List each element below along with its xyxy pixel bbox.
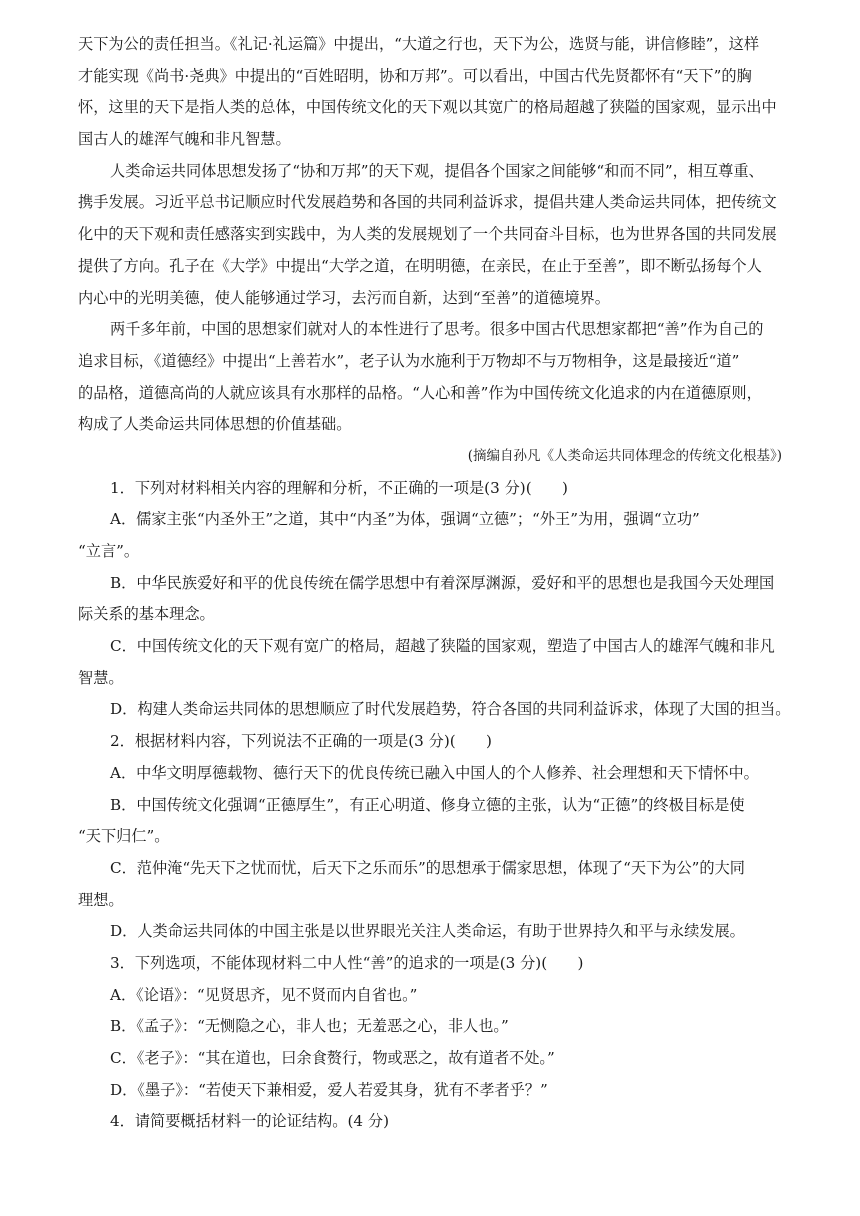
option-c: C．《老子》：“其在道也，曰余食赘行，物或恶之，故有道者不处。” [110, 1049, 555, 1067]
text-line: 人类命运共同体思想发扬了“协和万邦”的天下观，提倡各个国家之间能够“和而不同”，相互尊重、 [110, 161, 764, 180]
question-stem: 2．根据材料内容，下列说法不正确的一项是(3 分)( ) [110, 732, 492, 751]
passage-paragraph-2 [78, 157, 782, 312]
question-2 [78, 727, 782, 945]
passage-paragraph-3 [78, 315, 782, 438]
option-d: D．构建人类命运共同体的思想顺应了时代发展趋势，符合各国的共同利益诉求，体现了大国的担当。 [110, 700, 791, 719]
text-line: 内心中的光明美德，使人能够通过学习，去污而自新，达到“至善”的道德境界。 [78, 288, 610, 307]
passage-paragraph-1 [78, 30, 782, 153]
question-stem: 3．下列选项，不能体现材料二中人性“善”的追求的一项是(3 分)( ) [110, 953, 584, 972]
option-d: D．人类命运共同体的中国主张是以世界眼光关注人类命运，有助于世界持久和平与永续发展。 [110, 922, 745, 941]
option-a: A．《论语》：“见贤思齐，见不贤而内自省也。” [110, 985, 418, 1004]
question-1 [78, 474, 791, 724]
question-stem: 1．下列对材料相关内容的理解和分析，不正确的一项是(3 分)( ) [110, 478, 568, 497]
option-c: C．范仲淹“先天下之忧而忧，后天下之乐而乐”的思想承于儒家思想，体现了“天下为公”的大同 [110, 858, 745, 877]
option-a: A．中华文明厚德载物、德行天下的优良传统已融入中国人的个人修养、社会理想和天下情怀中。 [110, 763, 759, 782]
text-line: 提供了方向。孔子在《大学》中提出“大学之道，在明明德，在亲民，在止于至善”，即不断弘扬每个人 [78, 256, 762, 275]
option-c: C．中国传统文化的天下观有宽广的格局，超越了狭隘的国家观，塑造了中国古人的雄浑气魄和非凡 [110, 637, 775, 656]
option-d: D．《墨子》：“若使天下兼相爱，爱人若爱其身，犹有不孝者乎？” [110, 1080, 548, 1099]
option-b: B．中华民族爱好和平的优良传统在儒学思想中有着深厚渊源，爱好和平的思想也是我国今天处理国 [110, 573, 775, 592]
option-c-cont: 智慧。 [78, 668, 124, 687]
option-a-cont: “立言”。 [78, 542, 140, 560]
source-citation: (摘编自孙凡《人类命运共同体理念的传统文化根基》) [467, 447, 782, 464]
option-c-cont: 理想。 [78, 890, 124, 909]
text-line: 的品格，道德高尚的人就应该具有水那样的品格。“人心和善”作为中国传统文化追求的内在道德原则， [78, 383, 762, 402]
document-page [78, 30, 791, 1139]
option-b-cont: 际关系的基本理念。 [78, 605, 215, 624]
text-line: 携手发展。习近平总书记顺应时代发展趋势和各国的共同利益诉求，提倡共建人类命运共同体，把传统文 [78, 193, 777, 212]
option-b: B．中国传统文化强调“正德厚生”，有正心明道、修身立德的主张，认为“正德”的终极目标是使 [110, 795, 745, 814]
text-line: 两千多年前，中国的思想家们就对人的本性进行了思考。很多中国古代思想家都把“善”作为自己的 [110, 320, 764, 339]
text-line: 怀，这里的天下是指人类的总体，中国传统文化的天下观以其宽广的格局超越了狭隘的国家观，显示出中 [78, 98, 777, 117]
text-line: 化中的天下观和责任感落实到实践中，为人类的发展规划了一个共同奋斗目标，也为世界各国的共同发展 [78, 225, 777, 244]
question-4 [78, 1107, 782, 1135]
text-line: 追求目标，《道德经》中提出“上善若水”，老子认为水施利于万物却不与万物相争，这是最接近“道” [78, 351, 740, 370]
question-3 [78, 949, 782, 1104]
option-a: A．儒家主张“内圣外王”之道，其中“内圣”为体，强调“立德”；“外王”为用，强调“立功” [110, 510, 700, 529]
text-line: 国古人的雄浑气魄和非凡智慧。 [78, 130, 291, 149]
text-line: 构成了人类命运共同体思想的价值基础。 [78, 415, 352, 434]
option-b: B．《孟子》：“无恻隐之心，非人也；无羞恶之心，非人也。” [110, 1017, 509, 1036]
text-line: 天下为公的责任担当。《礼记·礼运篇》中提出，“大道之行也，天下为公，选贤与能，讲信修睦”，这样 [78, 35, 760, 53]
question-stem: 4．请简要概括材料一的论证结构。(4 分) [110, 1112, 390, 1131]
text-line: 才能实现《尚书·尧典》中提出的“百姓昭明，协和万邦”。可以看出，中国古代先贤都怀有“天下”的胸 [78, 66, 752, 85]
option-b-cont: “天下归仁”。 [78, 827, 170, 846]
